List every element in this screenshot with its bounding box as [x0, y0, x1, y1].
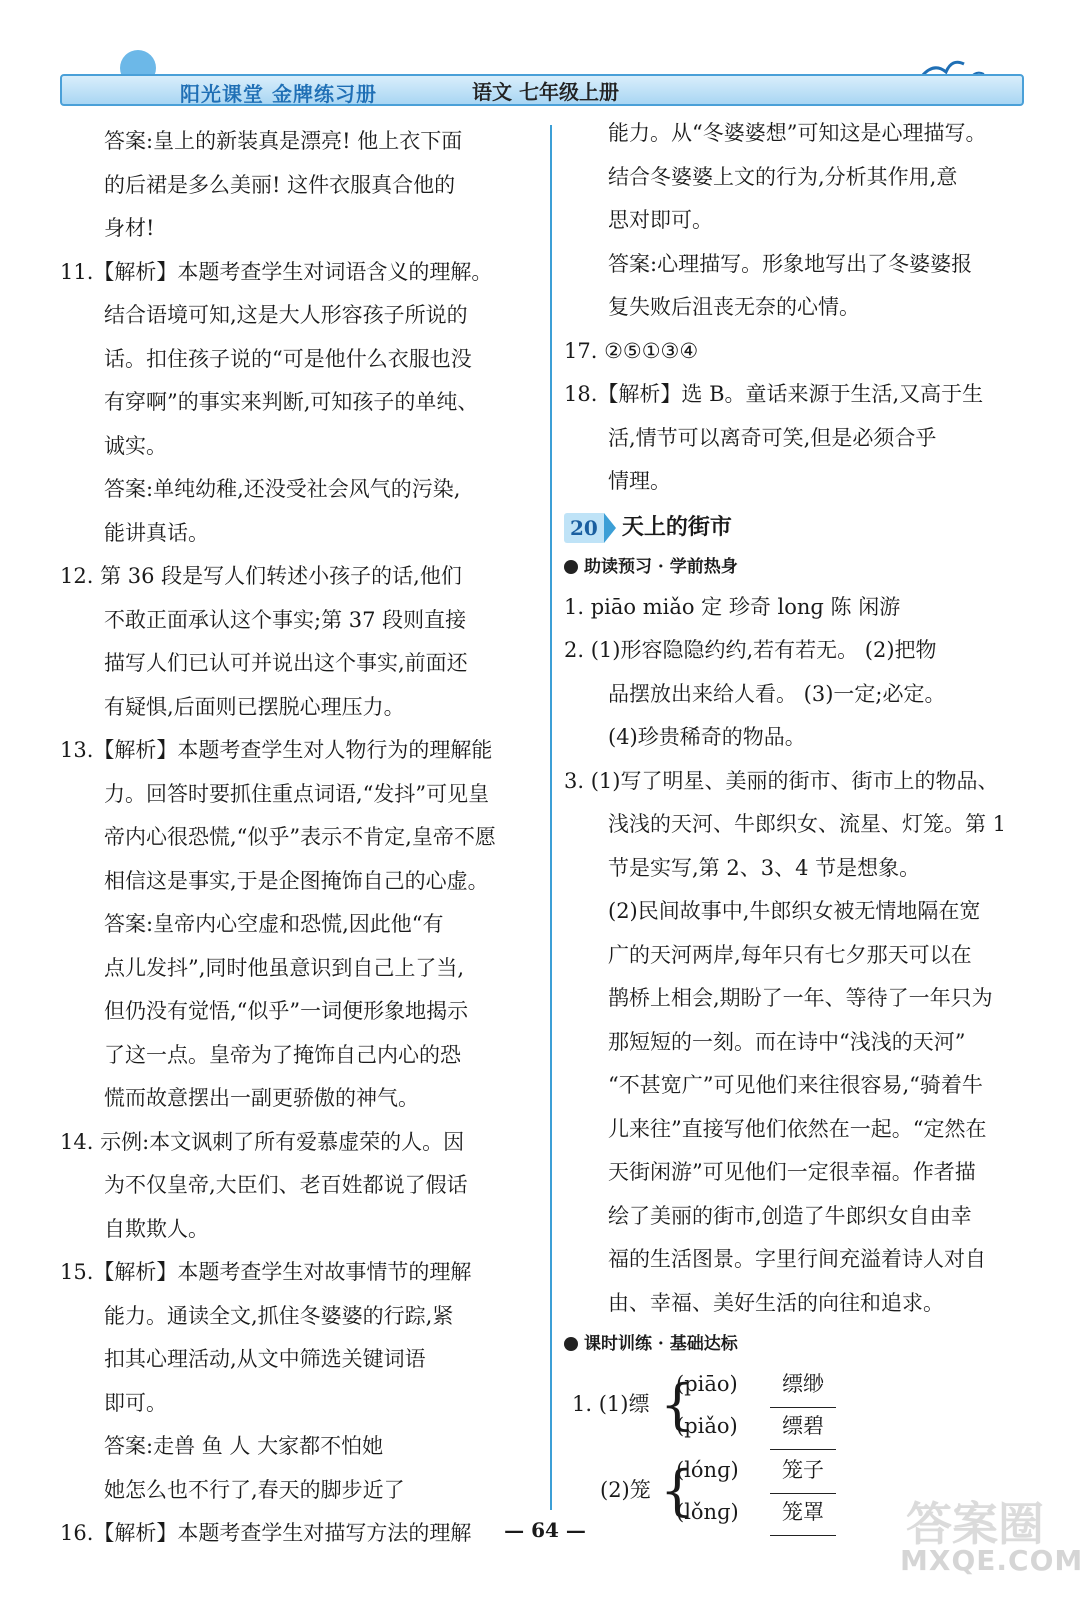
text-line: 思对即可。	[608, 208, 713, 232]
answer-line: 答案:单纯幼稚,还没受社会风气的污染,	[104, 477, 461, 501]
pinyin: (lǒnɡ)	[676, 1500, 739, 1524]
text-line: 由、幸福、美好生活的向往和追求。	[608, 1290, 944, 1315]
series-title: 阳光课堂 金牌练习册	[180, 82, 377, 106]
text-line: 为不仅皇帝,大臣们、老百姓都说了假话	[104, 1173, 468, 1197]
subject-grade	[472, 76, 619, 105]
arrow-icon	[604, 513, 616, 543]
watermark	[900, 1488, 1084, 1588]
text-line: 鹊桥上相会,期盼了一年、等待了一年只为	[608, 986, 993, 1010]
text-line: 品摆放出来给人看。 (3)一定;必定。	[608, 681, 946, 706]
text-line: 浅浅的天河、牛郎织女、流星、灯笼。第 1	[608, 812, 1007, 836]
text-line: 儿来往”直接写他们依然在一起。“定然在	[608, 1116, 987, 1141]
text-line: 结合语境可知,这是大人形容孩子所说的	[104, 303, 468, 327]
header-banner	[60, 74, 1024, 106]
answer-line: 答案:走兽 鱼 人 大家都不怕她	[104, 1434, 384, 1458]
vocab-word: 缥碧	[770, 1405, 836, 1450]
answer-line: 但仍没有觉悟,“似乎”一词便形象地揭示	[104, 999, 469, 1023]
vocab-label-1: 1. (1)缥	[572, 1392, 650, 1416]
text-line: 描写人们已认可并说出这个事实,前面还	[104, 651, 468, 675]
text-line: 扣其心理活动,从文中筛选关键词语	[104, 1347, 426, 1371]
answer-line: 答案:皇帝内心空虚和恐慌,因此他“有	[104, 912, 444, 936]
text-line: 有穿啊”的事实来判断,可知孩子的单纯、	[104, 390, 479, 414]
answer-line: 能讲真话。	[104, 520, 209, 545]
answer-line: 了这一点。皇帝为了掩饰自己内心的恐	[104, 1042, 461, 1067]
subheading-text: 助读预习 · 学前热身	[584, 556, 738, 577]
text-line: 能力。通读全文,抓住冬婆婆的行踪,紧	[104, 1303, 454, 1328]
bullet-icon	[564, 560, 578, 574]
text-line: 即可。	[104, 1390, 167, 1415]
answer-line: 点儿发抖”,同时他虽意识到自己上了当,	[104, 955, 465, 980]
vocab-word: 笼子	[770, 1449, 836, 1494]
subheading-preview	[564, 548, 1044, 586]
answer-line: 复失败后沮丧无奈的心情。	[608, 295, 860, 319]
subheading-practice	[564, 1325, 1044, 1363]
text-line: 结合冬婆婆上文的行为,分析其作用,意	[608, 164, 958, 189]
vocab-word: 缥缈	[770, 1363, 836, 1408]
text-line: 帝内心很恐慌,“似乎”表示不肯定,皇帝不愿	[104, 825, 496, 849]
text-line: 有疑惧,后面则已摆脱心理压力。	[104, 694, 405, 719]
lesson-number: 20	[564, 513, 604, 543]
grade-label: 七年级上册	[518, 80, 619, 104]
subheading-text: 课时训练 · 基础达标	[584, 1334, 738, 1354]
answer-line: 身材!	[104, 216, 155, 240]
text-line: “不甚宽广”可见他们来往很容易,“骑着牛	[608, 1073, 983, 1097]
lesson-title: 天上的街市	[621, 513, 732, 540]
text-line: 力。回答时要抓住重点词语,“发抖”可见皇	[104, 781, 490, 806]
brace-icon: {	[660, 1459, 695, 1522]
question-14: 14. 示例:本文讽刺了所有爱慕虚荣的人。因	[60, 1129, 465, 1154]
question-13: 13.【解析】本题考查学生对人物行为的理解能	[60, 738, 493, 762]
text-line: 话。扣住孩子说的“可是他什么衣服也没	[104, 346, 472, 371]
watermark-url: MXQE.COM	[900, 1544, 1084, 1577]
text-line: 天街闲游”可见他们一定很幸福。作者描	[608, 1160, 976, 1184]
pinyin: (piāo)	[676, 1372, 738, 1396]
question-17: 17. ②⑤①③④	[564, 338, 699, 363]
subject-label: 语文	[472, 80, 512, 104]
text-line: 活,情节可以离奇可笑,但是必须合乎	[608, 425, 937, 450]
text-line: 绘了美丽的街市,创造了牛郎织女自由幸	[608, 1203, 972, 1228]
vocab-word: 笼罩	[770, 1491, 836, 1536]
text-line: 节是实写,第 2、3、4 节是想象。	[608, 855, 921, 880]
answer-line: 的后裙是多么美丽! 这件衣服真合他的	[104, 172, 456, 197]
text-line: 情理。	[608, 469, 671, 493]
answer-line: 答案:皇上的新装真是漂亮! 他上衣下面	[104, 129, 463, 153]
text-line: 自欺欺人。	[104, 1216, 209, 1241]
answer-line: 慌而故意摆出一副更骄傲的神气。	[104, 1086, 419, 1110]
preview-item-1: 1. piāo miǎo 定 珍奇 lonɡ 陈 闲游	[564, 594, 901, 619]
bullet-icon	[564, 1337, 578, 1351]
preview-item-3: 3. (1)写了明星、美丽的街市、街市上的物品、	[564, 768, 999, 793]
pinyin: (piǎo)	[676, 1414, 738, 1438]
text-line: 广的天河两岸,每年只有七夕那天可以在	[608, 942, 972, 967]
text-line: (2)民间故事中,牛郎织女被无情地隔在宽	[608, 899, 981, 923]
answer-line: 她怎么也不行了,春天的脚步近了	[104, 1477, 405, 1502]
text-line: 那短短的一刻。而在诗中“浅浅的天河”	[608, 1029, 966, 1054]
question-12: 12. 第 36 段是写人们转述小孩子的话,他们	[60, 564, 462, 588]
question-16: 16.【解析】本题考查学生对描写方法的理解	[60, 1521, 472, 1545]
text-line: 不敢正面承认这个事实;第 37 段则直接	[104, 607, 467, 632]
page-number: — 64 —	[504, 1518, 586, 1542]
column-divider	[550, 125, 552, 1510]
left-column	[60, 120, 548, 1556]
question-15: 15.【解析】本题考查学生对故事情节的理解	[60, 1260, 472, 1284]
preview-item-2: 2. (1)形容隐隐约约,若有若无。 (2)把物	[564, 638, 937, 662]
question-11: 11.【解析】本题考查学生对词语含义的理解。	[60, 259, 493, 284]
text-line: 能力。从“冬婆婆想”可知这是心理描写。	[608, 121, 987, 145]
right-column	[564, 112, 1044, 1535]
text-line: 福的生活图景。字里行间充溢着诗人对自	[608, 1247, 986, 1271]
text-line: (4)珍贵稀奇的物品。	[608, 725, 806, 749]
vocab-label-2: (2)笼	[600, 1478, 651, 1502]
question-18: 18.【解析】选 B。童话来源于生活,又高于生	[564, 382, 984, 406]
page-header	[60, 40, 1024, 120]
pinyin: (lónɡ)	[676, 1458, 739, 1482]
text-line: 诚实。	[104, 433, 167, 458]
lesson-heading	[564, 510, 1044, 546]
answer-line: 答案:心理描写。形象地写出了冬婆婆报	[608, 251, 973, 276]
watermark-logo: 答案圈	[906, 1497, 1044, 1551]
brace-icon: {	[660, 1373, 695, 1436]
text-line: 相信这是事实,于是企图掩饰自己的心虚。	[104, 868, 489, 893]
